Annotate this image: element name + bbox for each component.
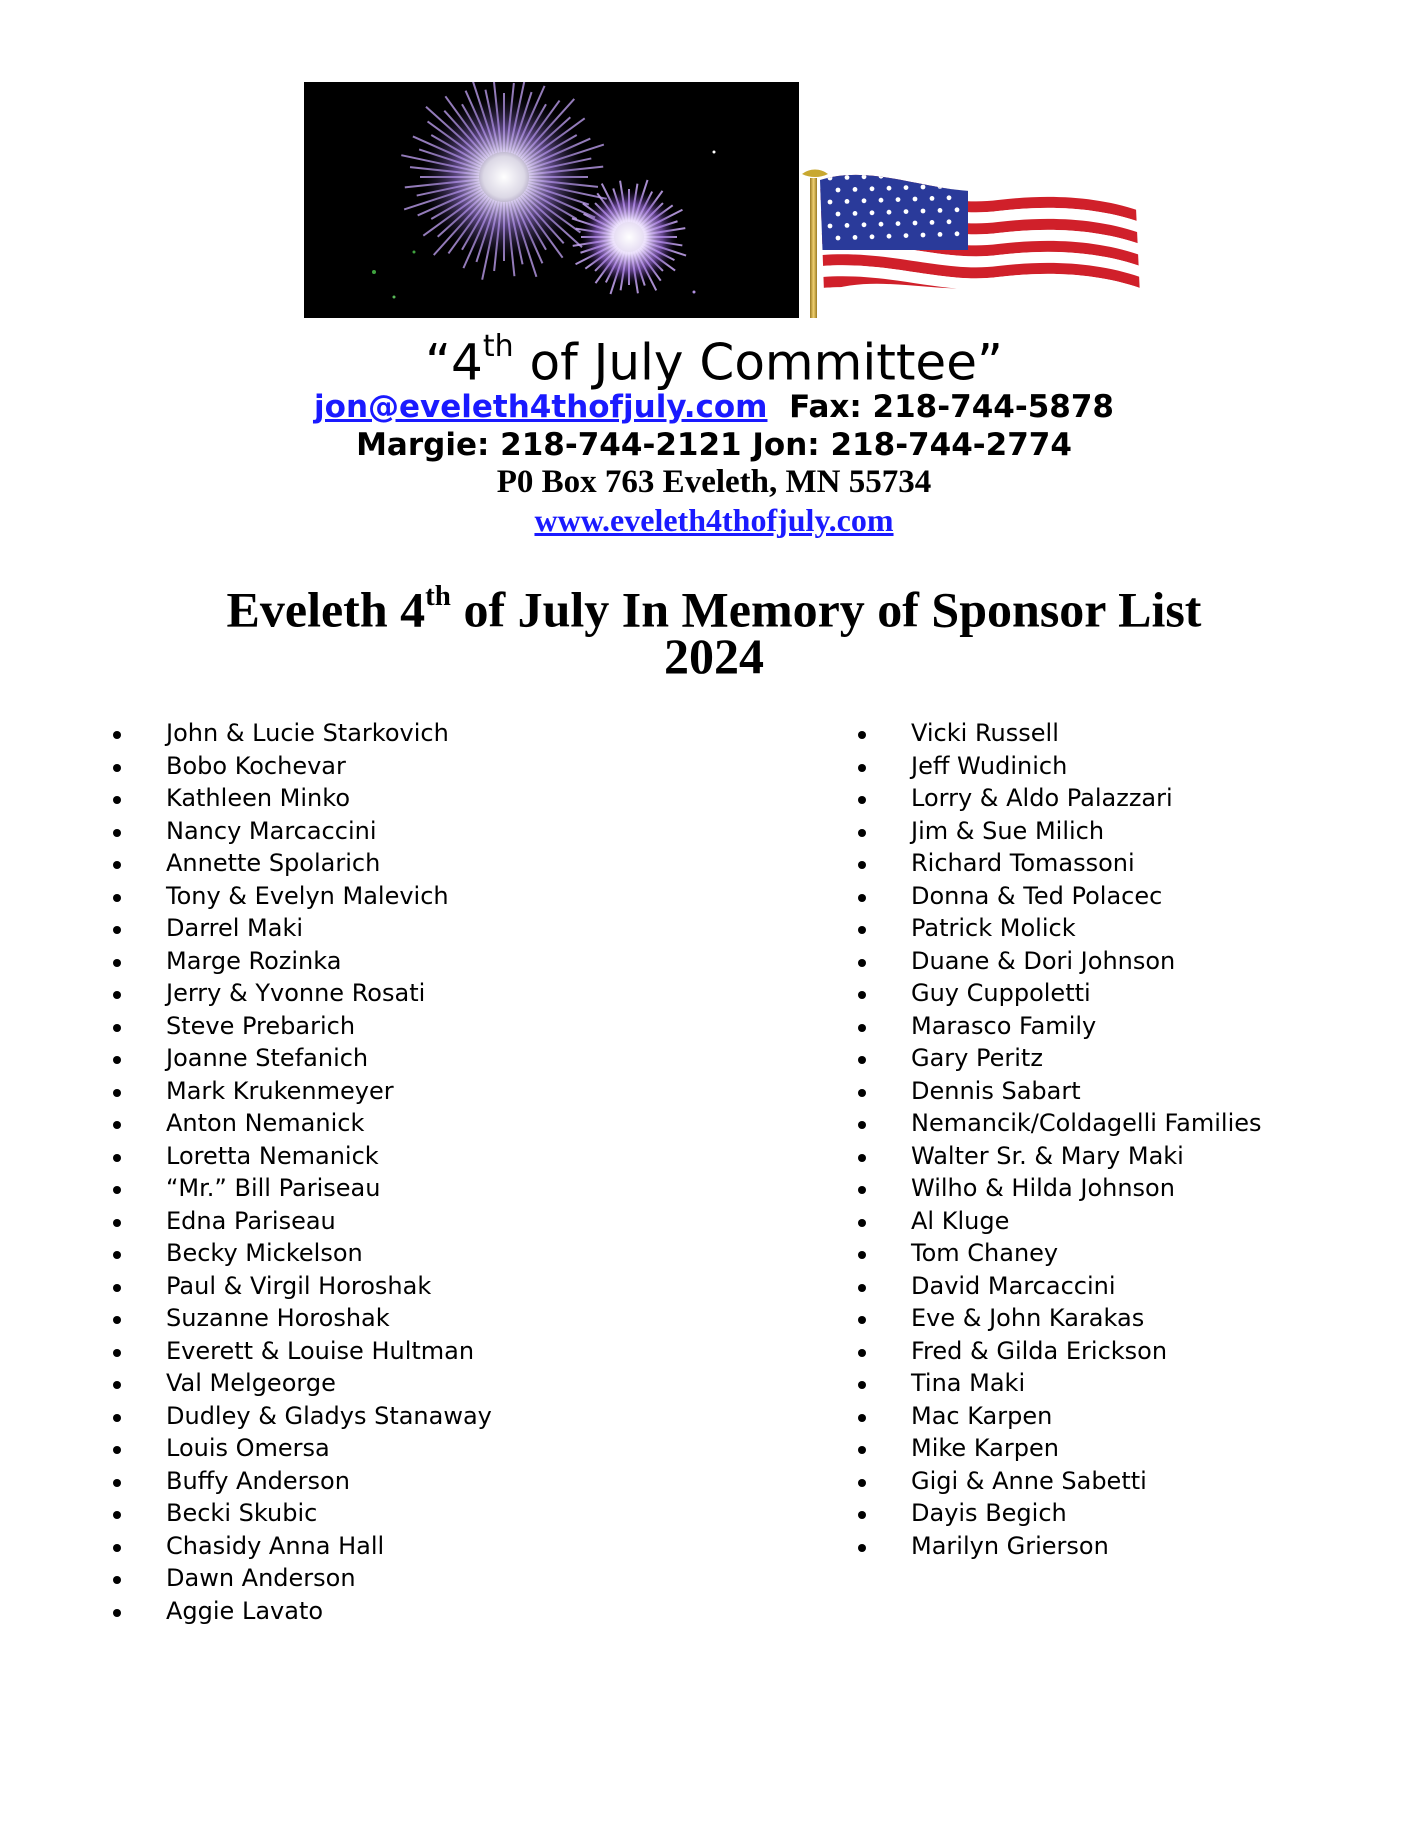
bullet-icon — [858, 1544, 866, 1552]
bullet-icon — [858, 1219, 866, 1227]
flag-star — [879, 174, 884, 179]
document-title: Eveleth 4th of July In Memory of Sponsor List — [226, 580, 1202, 638]
sponsor-list-item — [108, 783, 578, 814]
sponsor-list-item — [853, 1531, 1323, 1562]
sponsor-list-item — [853, 978, 1323, 1009]
flag-star — [947, 195, 952, 200]
sponsor-name: Paul & Virgil Horoshak — [166, 1271, 432, 1300]
sponsor-name: Suzanne Horoshak — [166, 1304, 390, 1332]
sponsor-list-item — [108, 1531, 578, 1562]
sponsor-name: Tina Maki — [911, 1369, 1026, 1397]
sponsor-list-item — [108, 1043, 578, 1074]
flag-star — [921, 185, 926, 190]
bullet-icon — [858, 1479, 866, 1487]
sponsor-list-item — [853, 1043, 1323, 1074]
flag-star — [828, 176, 833, 181]
sponsor-list-item — [853, 1206, 1323, 1237]
bullet-icon — [858, 1121, 866, 1129]
sponsor-list-item — [108, 1498, 578, 1529]
flag-star — [896, 197, 901, 202]
bullet-icon — [858, 1024, 866, 1032]
sponsor-name: Tom Chaney — [911, 1239, 1059, 1267]
sponsor-list-item — [108, 1141, 578, 1172]
bullet-icon — [113, 1316, 121, 1324]
sponsor-list-item — [108, 946, 578, 977]
sponsor-name: Vicki Russell — [911, 719, 1059, 747]
sponsor-list-item — [108, 1401, 578, 1432]
sponsor-name: Mike Karpen — [911, 1434, 1059, 1462]
bullet-icon — [113, 926, 121, 934]
flag-star — [887, 234, 892, 239]
sponsor-name: Fred & Gilda Erickson — [911, 1336, 1168, 1365]
sponsor-list-item — [853, 913, 1323, 944]
bullet-icon — [113, 1479, 121, 1487]
sponsor-name: Anton Nemanick — [166, 1109, 365, 1137]
bullet-icon — [858, 991, 866, 999]
flag-star — [853, 187, 858, 192]
flag-stripe — [798, 298, 1143, 318]
flag-star — [870, 186, 875, 191]
sponsor-list-item — [108, 978, 578, 1009]
sponsor-name: Aggie Lavato — [166, 1596, 324, 1625]
sponsor-list-item — [108, 881, 578, 912]
flag-star — [828, 200, 833, 205]
website-link[interactable]: www.eveleth4thofjuly.com — [534, 502, 894, 538]
sponsor-name: Bobo Kochevar — [166, 751, 346, 780]
sponsor-name: Gigi & Anne Sabetti — [911, 1466, 1147, 1495]
phone-numbers: Margie: 218-744-2121 Jon: 218-744-2774 — [356, 427, 1072, 463]
bullet-icon — [113, 959, 121, 967]
sponsor-list-item — [853, 848, 1323, 879]
sponsor-name: Jim & Sue Milich — [911, 816, 1105, 845]
sponsor-name: Wilho & Hilda Johnson — [911, 1174, 1175, 1202]
flag-star — [862, 174, 867, 179]
bullet-icon — [113, 1121, 121, 1129]
flag-star — [853, 211, 858, 216]
sponsor-list-item — [108, 718, 578, 749]
flag-star — [921, 209, 926, 214]
sponsor-list-item — [108, 1206, 578, 1237]
sponsor-name: Dayis Begich — [911, 1499, 1067, 1527]
fireworks-image — [304, 82, 799, 318]
sponsor-name: David Marcaccini — [911, 1271, 1116, 1300]
bullet-icon — [113, 829, 121, 837]
flag-star — [862, 222, 867, 227]
sponsor-list-item — [853, 1108, 1323, 1139]
flag-star — [845, 223, 850, 228]
sponsor-list-item — [853, 1401, 1323, 1432]
sponsor-list-item — [108, 751, 578, 782]
bullet-icon — [113, 1349, 121, 1357]
sponsor-name: Louis Omersa — [166, 1434, 330, 1462]
bullet-icon — [858, 1251, 866, 1259]
bullet-icon — [113, 1219, 121, 1227]
flag-star — [879, 222, 884, 227]
flag-star — [955, 183, 960, 188]
bullet-icon — [113, 1089, 121, 1097]
sponsor-list-item — [108, 1271, 578, 1302]
bullet-icon — [858, 731, 866, 739]
sponsor-list-item — [108, 1466, 578, 1497]
sponsor-list-item — [853, 1498, 1323, 1529]
bullet-icon — [113, 1056, 121, 1064]
flag-star — [862, 198, 867, 203]
sponsor-name: Lorry & Aldo Palazzari — [911, 784, 1173, 812]
sponsor-name: Val Melgeorge — [166, 1369, 336, 1397]
sponsor-list-item — [853, 783, 1323, 814]
flag-star — [938, 232, 943, 237]
bullet-icon — [113, 1576, 121, 1584]
flag-star — [887, 210, 892, 215]
bullet-icon — [113, 1186, 121, 1194]
flag-star — [828, 224, 833, 229]
sponsor-name: Darrel Maki — [166, 914, 304, 942]
flag-star — [896, 221, 901, 226]
sponsor-name: Nancy Marcaccini — [166, 816, 377, 845]
sponsor-name: Al Kluge — [911, 1206, 1010, 1235]
flag-star — [896, 173, 901, 178]
flag-stripe — [798, 287, 1143, 318]
sponsor-list-left — [108, 718, 578, 1628]
sponsor-name: Patrick Molick — [911, 914, 1076, 942]
bullet-icon — [858, 926, 866, 934]
sponsor-name: Kathleen Minko — [166, 784, 350, 812]
bullet-icon — [113, 731, 121, 739]
sponsor-name: Marge Rozinka — [166, 946, 342, 975]
bullet-icon — [858, 861, 866, 869]
sponsor-name: Mark Krukenmeyer — [166, 1076, 394, 1105]
bullet-icon — [113, 1414, 121, 1422]
bullet-icon — [113, 1609, 121, 1617]
sponsor-list-item — [108, 1173, 578, 1204]
sponsor-name: Everett & Louise Hultman — [166, 1336, 475, 1365]
sponsor-list-item — [108, 1368, 578, 1399]
sponsor-list-item — [108, 1108, 578, 1139]
flag-star — [955, 207, 960, 212]
sponsor-list-item — [853, 1271, 1323, 1302]
sponsor-name: Dudley & Gladys Stanaway — [166, 1401, 492, 1430]
sponsor-name: Joanne Stefanich — [166, 1044, 369, 1072]
contact-email-fax — [0, 388, 1428, 426]
bullet-icon — [858, 796, 866, 804]
bullet-icon — [858, 1511, 866, 1519]
sponsor-list-item — [108, 1303, 578, 1334]
sponsor-list-item — [853, 1368, 1323, 1399]
bullet-icon — [113, 764, 121, 772]
sponsor-name: Steve Prebarich — [166, 1011, 356, 1040]
flag-star — [947, 171, 952, 176]
bullet-icon — [113, 991, 121, 999]
sponsor-list-item — [853, 751, 1323, 782]
sponsor-name: Jeff Wudinich — [911, 751, 1068, 780]
flag-star — [836, 236, 841, 241]
sponsor-list-item — [108, 816, 578, 847]
sponsor-list-item — [853, 1433, 1323, 1464]
sponsor-name: Edna Pariseau — [166, 1206, 336, 1235]
flag-star — [853, 235, 858, 240]
flag-star — [938, 184, 943, 189]
flag-star — [930, 196, 935, 201]
flag-star — [836, 188, 841, 193]
bullet-icon — [858, 764, 866, 772]
sponsor-list-item — [853, 946, 1323, 977]
bullet-icon — [113, 1251, 121, 1259]
sponsor-list-item — [108, 1011, 578, 1042]
bullet-icon — [858, 1381, 866, 1389]
sponsor-list-item — [108, 1563, 578, 1594]
flag-star — [930, 220, 935, 225]
bullet-icon — [858, 1446, 866, 1454]
bullet-icon — [113, 1446, 121, 1454]
sponsor-list-item — [108, 1336, 578, 1367]
bullet-icon — [858, 1349, 866, 1357]
sponsor-list-item — [108, 1076, 578, 1107]
sponsor-name: Guy Cuppoletti — [911, 979, 1091, 1007]
bullet-icon — [858, 959, 866, 967]
document-year: 2024 — [664, 628, 764, 684]
sponsor-list-item — [108, 1433, 578, 1464]
bullet-icon — [113, 1381, 121, 1389]
website-line — [0, 500, 1428, 540]
bullet-icon — [858, 1316, 866, 1324]
sponsor-list-item — [853, 1466, 1323, 1497]
sponsor-list-item — [853, 1011, 1323, 1042]
flag-star — [947, 219, 952, 224]
sponsor-list-item — [853, 1336, 1323, 1367]
sponsor-name: Buffy Anderson — [166, 1466, 350, 1495]
sponsor-list-item — [853, 718, 1323, 749]
bullet-icon — [858, 1089, 866, 1097]
sponsor-list-item — [853, 881, 1323, 912]
flag-star — [870, 234, 875, 239]
sponsor-list-item — [853, 1238, 1323, 1269]
bullet-icon — [113, 1284, 121, 1292]
sponsor-name: Annette Spolarich — [166, 849, 381, 877]
mailing-address: P0 Box 763 Eveleth, MN 55734 — [496, 464, 932, 500]
sponsor-name: “Mr.” Bill Pariseau — [166, 1174, 381, 1202]
bullet-icon — [113, 1544, 121, 1552]
flag-star — [879, 198, 884, 203]
flag-star — [955, 231, 960, 236]
bullet-icon — [858, 829, 866, 837]
bullet-icon — [858, 894, 866, 902]
sponsor-name: Tony & Evelyn Malevich — [166, 881, 449, 910]
flag-star — [887, 186, 892, 191]
sponsor-list-item — [108, 1238, 578, 1269]
bullet-icon — [858, 1056, 866, 1064]
sponsor-name: Eve & John Karakas — [911, 1304, 1145, 1332]
sponsor-name: Gary Peritz — [911, 1044, 1043, 1072]
sponsor-name: Marilyn Grierson — [911, 1531, 1109, 1560]
sponsor-name: Donna & Ted Polacec — [911, 881, 1163, 910]
bullet-icon — [113, 1154, 121, 1162]
bullet-icon — [858, 1414, 866, 1422]
sponsor-list-item — [853, 1076, 1323, 1107]
bullet-icon — [858, 1186, 866, 1194]
email-link[interactable]: jon@eveleth4thofjuly.com — [314, 389, 768, 425]
sponsor-list-item — [853, 1141, 1323, 1172]
flag-star — [904, 233, 909, 238]
bullet-icon — [113, 1024, 121, 1032]
sponsor-list-item — [108, 913, 578, 944]
sponsor-name: Walter Sr. & Mary Maki — [911, 1141, 1184, 1170]
sponsor-name: Jerry & Yvonne Rosati — [166, 979, 426, 1007]
sponsor-name: Nemancik/Coldagelli Families — [911, 1109, 1262, 1137]
bullet-icon — [113, 894, 121, 902]
flag-star — [938, 208, 943, 213]
bullet-icon — [113, 1511, 121, 1519]
flag-star — [904, 185, 909, 190]
flag-star — [904, 209, 909, 214]
sponsor-name: Dawn Anderson — [166, 1564, 356, 1592]
sponsor-name: Loretta Nemanick — [166, 1141, 379, 1170]
sponsor-name: Mac Karpen — [911, 1401, 1053, 1430]
sponsor-list-item — [853, 816, 1323, 847]
sponsor-list-item — [108, 1596, 578, 1627]
bullet-icon — [113, 796, 121, 804]
flag-star — [845, 199, 850, 204]
flag-star — [921, 233, 926, 238]
sponsor-name: Dennis Sabart — [911, 1076, 1081, 1105]
flag-star — [870, 210, 875, 215]
sponsor-name: Chasidy Anna Hall — [166, 1531, 385, 1560]
sponsor-name: Richard Tomassoni — [911, 849, 1135, 877]
sponsor-name: Marasco Family — [911, 1011, 1097, 1040]
sponsor-list-item — [853, 1303, 1323, 1334]
flag-star — [930, 172, 935, 177]
flag-star — [913, 221, 918, 226]
flag-star — [845, 175, 850, 180]
flag-star — [913, 197, 918, 202]
committee-title: “4th of July Committee” — [425, 329, 1003, 392]
sponsor-list-item — [853, 1173, 1323, 1204]
flag-star — [836, 212, 841, 217]
sponsor-name: Becki Skubic — [166, 1499, 318, 1527]
bullet-icon — [858, 1284, 866, 1292]
flag-star — [913, 173, 918, 178]
sponsor-name: Duane & Dori Johnson — [911, 946, 1176, 975]
fax-number: Fax: 218-744-5878 — [789, 389, 1114, 425]
sponsor-name: Becky Mickelson — [166, 1239, 363, 1267]
sponsor-list-right — [853, 718, 1323, 1563]
bullet-icon — [858, 1154, 866, 1162]
american-flag-image — [798, 168, 1143, 318]
sponsor-list-item — [108, 848, 578, 879]
sponsor-name: John & Lucie Starkovich — [166, 719, 449, 747]
bullet-icon — [113, 861, 121, 869]
